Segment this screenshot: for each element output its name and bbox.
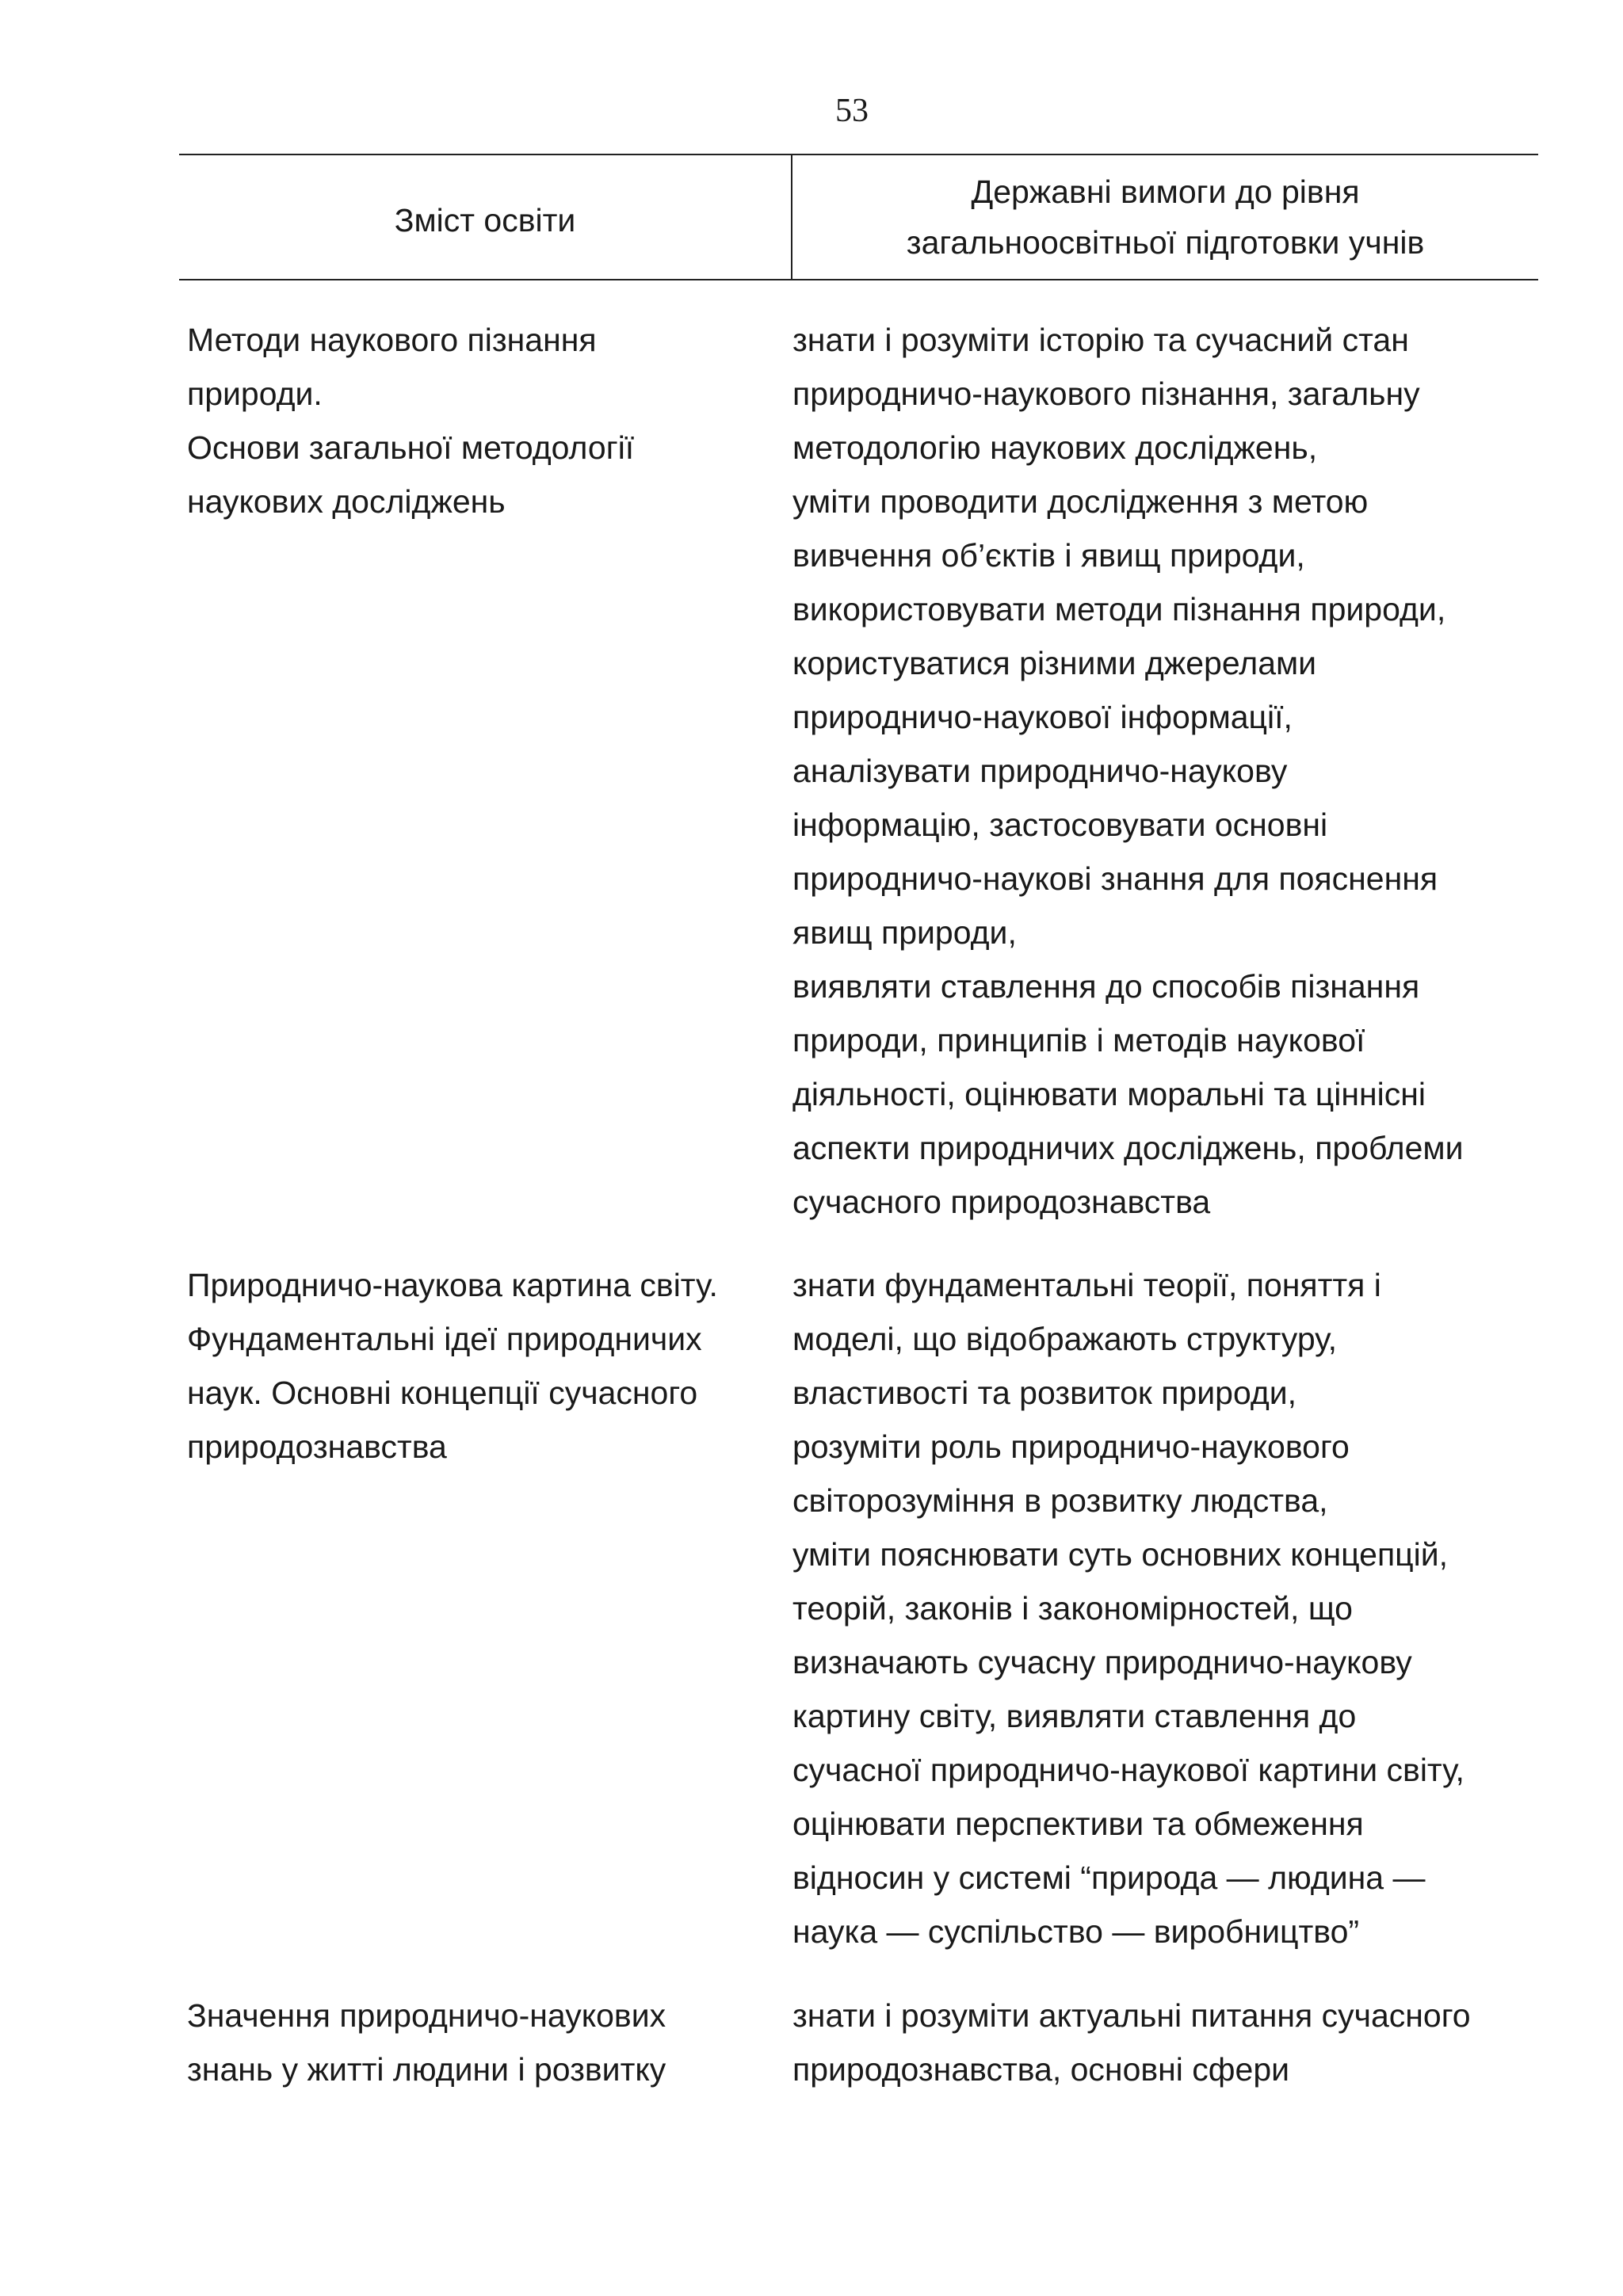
requirements-line: природничо-наукового пізнання, загальну bbox=[792, 376, 1420, 412]
requirements-line: явищ природи, bbox=[792, 914, 1017, 951]
requirements-line: природознавства, основні сфери bbox=[792, 2051, 1290, 2088]
requirements-line: знати і розуміти історію та сучасний стан bbox=[792, 322, 1409, 358]
header-requirements-line: загальноосвітньої підготовки учнів bbox=[906, 223, 1425, 261]
requirements-line: користуватися різними джерелами bbox=[792, 645, 1317, 681]
requirements-line: знати і розуміти актуальні питання сучасного bbox=[792, 1997, 1471, 2034]
requirements-cell bbox=[792, 1258, 1553, 1958]
requirements-line: моделі, що відображають структуру, bbox=[792, 1321, 1337, 1357]
content-line: природознавства bbox=[187, 1428, 447, 1465]
content-line: Природничо-наукова картина світу. bbox=[187, 1267, 718, 1303]
requirements-cell bbox=[792, 313, 1553, 1229]
requirements-line: діяльності, оцінювати моральні та ціннісні bbox=[792, 1076, 1426, 1112]
content-cell bbox=[187, 1258, 789, 1474]
requirements-line: властивості та розвиток природи, bbox=[792, 1375, 1297, 1411]
content-line: наукових досліджень bbox=[187, 483, 506, 520]
requirements-line: методологію наукових досліджень, bbox=[792, 429, 1318, 466]
header-bottom-rule bbox=[179, 279, 1538, 280]
requirements-line: теорій, законів і закономірностей, що bbox=[792, 1590, 1353, 1627]
requirements-line: наука — суспільство — виробництво” bbox=[792, 1913, 1360, 1950]
requirements-line: уміти проводити дослідження з метою bbox=[792, 483, 1369, 520]
requirements-line: виявляти ставлення до способів пізнання bbox=[792, 968, 1420, 1005]
requirements-line: вивчення об’єктів і явищ природи, bbox=[792, 537, 1305, 574]
requirements-line: природничо-наукові знання для пояснення bbox=[792, 860, 1438, 897]
content-line: Основи загальної методології bbox=[187, 429, 635, 466]
requirements-line: аналізувати природничо-наукову bbox=[792, 753, 1288, 789]
content-line: Фундаментальні ідеї природничих bbox=[187, 1321, 702, 1357]
content-line: знань у житті людини і розвитку bbox=[187, 2051, 666, 2088]
requirements-line: оцінювати перспективи та обмеження bbox=[792, 1806, 1364, 1842]
header-content-label: Зміст освіти bbox=[394, 201, 576, 238]
requirements-line: сучасної природничо-наукової картини світу, bbox=[792, 1752, 1465, 1788]
header-requirements-line: Державні вимоги до рівня bbox=[971, 173, 1360, 210]
content-cell bbox=[187, 313, 789, 528]
content-line: Значення природничо-наукових bbox=[187, 1997, 666, 2034]
page-number: 53 bbox=[835, 93, 869, 129]
requirements-line: картину світу, виявляти ставлення до bbox=[792, 1698, 1357, 1734]
requirements-line: використовувати методи пізнання природи, bbox=[792, 591, 1446, 627]
requirements-line: знати фундаментальні теорії, поняття і bbox=[792, 1267, 1381, 1303]
requirements-line: визначають сучасну природничо-наукову bbox=[792, 1644, 1412, 1680]
requirements-cell bbox=[792, 1989, 1553, 2096]
requirements-line: природи, принципів і методів наукової bbox=[792, 1022, 1365, 1058]
content-line: наук. Основні концепції сучасного bbox=[187, 1375, 698, 1411]
requirements-line: аспекти природничих досліджень, проблеми bbox=[792, 1130, 1464, 1166]
content-line: Методи наукового пізнання bbox=[187, 322, 597, 358]
requirements-line: інформацію, застосовувати основні bbox=[792, 807, 1328, 843]
content-line: природи. bbox=[187, 376, 323, 412]
header-content-column bbox=[179, 154, 791, 279]
requirements-line: світорозуміння в розвитку людства, bbox=[792, 1482, 1328, 1519]
requirements-line: сучасного природознавства bbox=[792, 1184, 1211, 1220]
requirements-line: розуміти роль природничо-наукового bbox=[792, 1428, 1350, 1465]
content-cell bbox=[187, 1989, 789, 2096]
header-requirements-column bbox=[792, 154, 1538, 279]
requirements-line: уміти пояснювати суть основних концепцій, bbox=[792, 1536, 1449, 1573]
requirements-line: природничо-наукової інформації, bbox=[792, 699, 1293, 735]
requirements-line: відносин у системі “природа — людина — bbox=[792, 1859, 1426, 1896]
